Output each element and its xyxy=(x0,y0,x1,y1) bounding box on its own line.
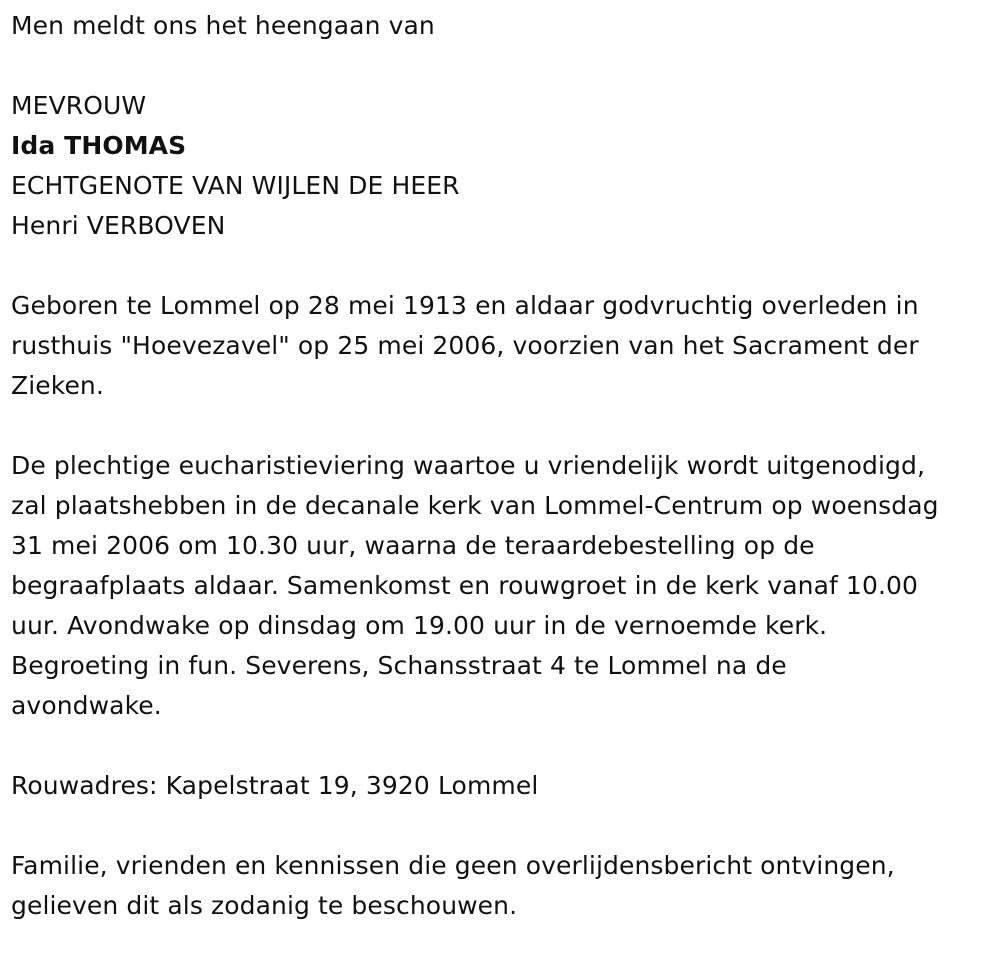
honorific: MEVROUW xyxy=(11,91,147,120)
paragraph-line: De plechtige eucharistieviering waartoe u vriendelijk wordt uitgenodigd, xyxy=(11,451,926,480)
paragraph-line: zal plaatshebben in de decanale kerk van Lommel-Centrum op woensdag xyxy=(11,491,939,520)
mourning-address: Rouwadres: Kapelstraat 19, 3920 Lommel xyxy=(11,771,539,800)
paragraph-line: gelieven dit als zodanig te beschouwen. xyxy=(11,891,518,920)
intro-text: Men meldt ons het heengaan van xyxy=(11,11,435,40)
address-paragraph xyxy=(11,766,991,806)
deceased-name: Ida THOMAS xyxy=(11,131,187,160)
paragraph-line: Geboren te Lommel op 28 mei 1913 en aldaar godvruchtig overleden in xyxy=(11,291,919,320)
paragraph-line: 31 mei 2006 om 10.30 uur, waarna de teraardebestelling op de xyxy=(11,531,815,560)
birth-death-paragraph xyxy=(11,286,991,406)
paragraph-line: uur. Avondwake op dinsdag om 19.00 uur in de vernoemde kerk. xyxy=(11,611,828,640)
relation-text: ECHTGENOTE VAN WIJLEN DE HEER xyxy=(11,171,460,200)
paragraph-line: rusthuis "Hoevezavel" op 25 mei 2006, voorzien van het Sacrament der xyxy=(11,331,919,360)
closing-paragraph xyxy=(11,846,991,926)
obituary-document xyxy=(11,6,991,926)
paragraph-line: Begroeting in fun. Severens, Schansstraat 4 te Lommel na de xyxy=(11,651,787,680)
deceased-block xyxy=(11,86,991,246)
paragraph-line: Zieken. xyxy=(11,371,104,400)
paragraph-line: avondwake. xyxy=(11,691,162,720)
paragraph-line: begraafplaats aldaar. Samenkomst en rouwgroet in de kerk vanaf 10.00 xyxy=(11,571,919,600)
paragraph-line: Familie, vrienden en kennissen die geen overlijdensbericht ontvingen, xyxy=(11,851,895,880)
spouse-name: Henri VERBOVEN xyxy=(11,211,226,240)
ceremony-paragraph xyxy=(11,446,991,726)
